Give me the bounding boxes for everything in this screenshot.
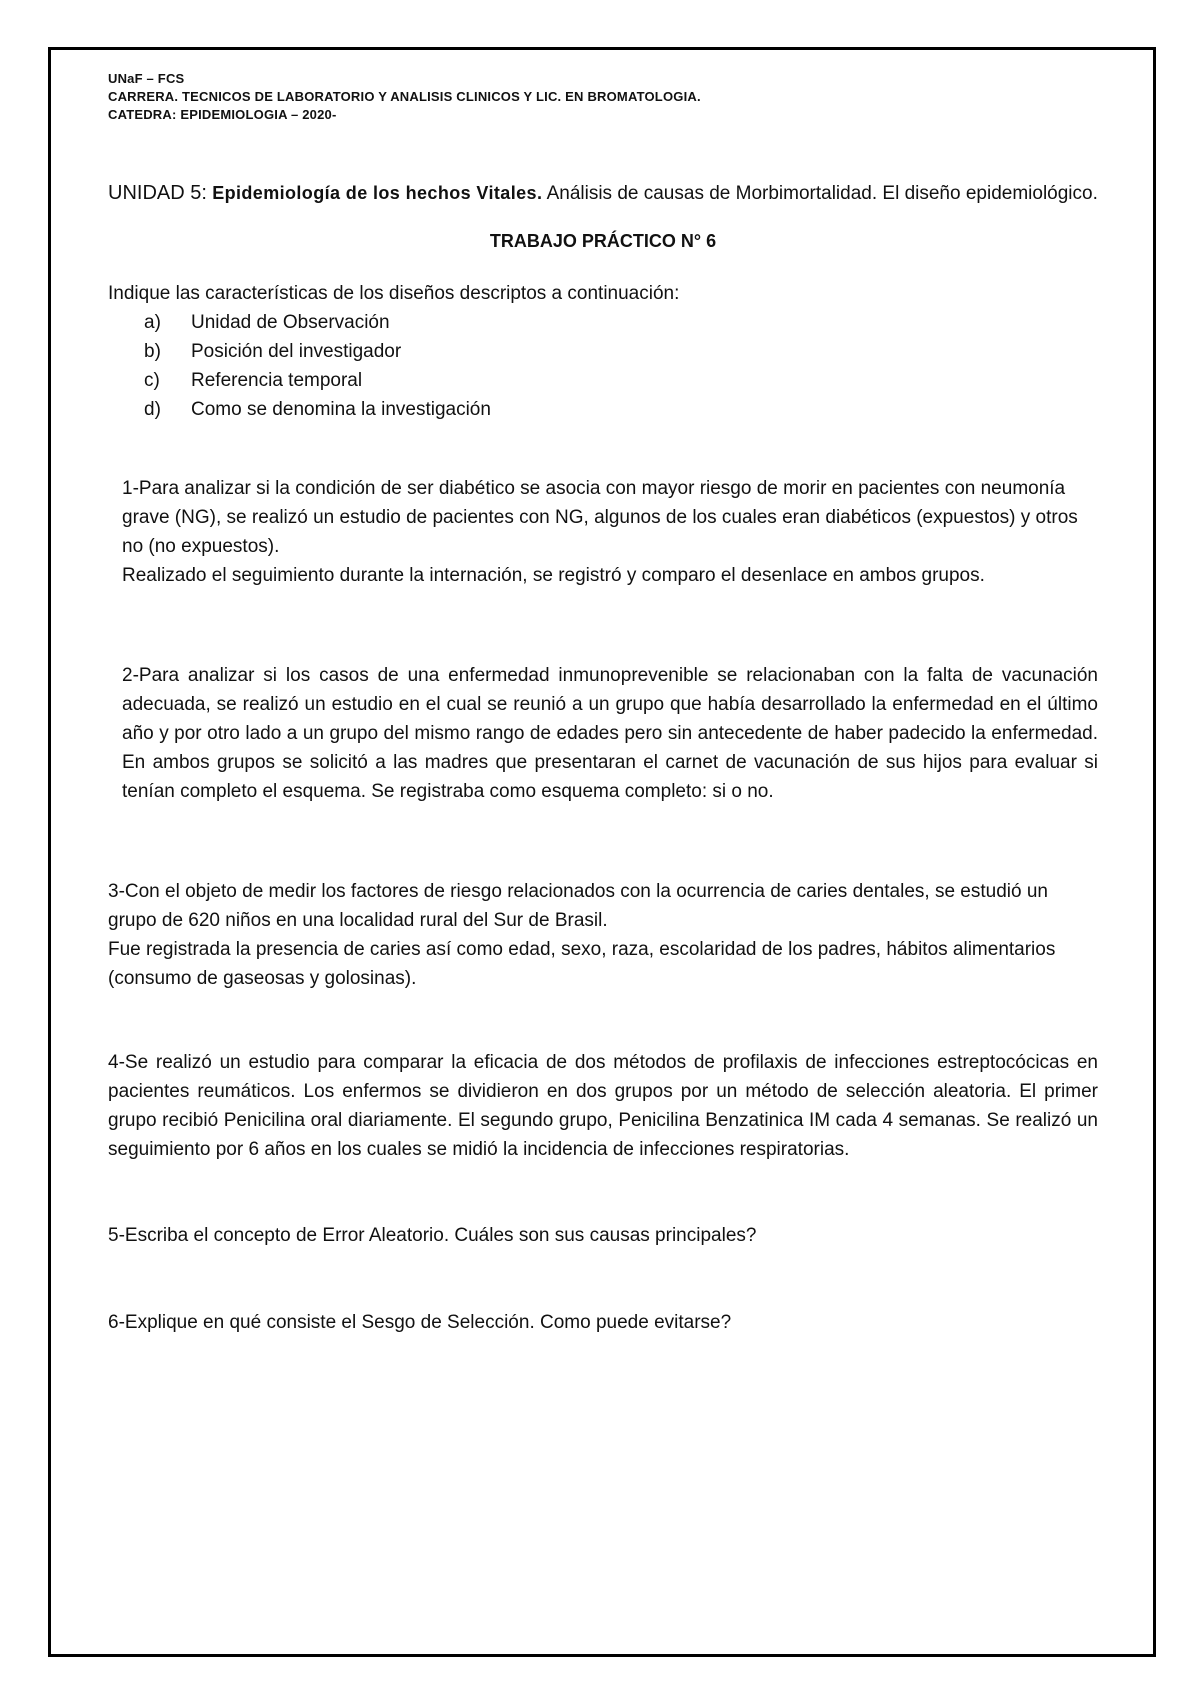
instructions: Indique las características de los diseños descriptos a continuación: [108,283,680,304]
unit-label: UNIDAD 5: [108,182,207,204]
exercise-4-paragraph-1: 4-Se realizó un estudio para comparar la eficacia de dos métodos de profilaxis de infecciones estreptocócicas en pacientes reumáticos. Los enfermos se dividieron en dos grupos por un método de selección aleatoria. El primer grupo recibió Penicilina oral diariamente. El segundo grupo, Penicilina Benzatinica IM cada 4 semanas. Se realizó un seguimiento por 6 años en los cuales se midió la incidencia de infecciones respiratorias. [108,1052,1098,1160]
header-chair: CATEDRA: EPIDEMIOLOGIA – 2020- [108,107,337,122]
document-body [108,70,1098,1337]
list-text: Como se denomina la investigación [191,399,491,420]
exercise-3-paragraph-1: 3-Con el objeto de medir los factores de riesgo relacionados con la ocurrencia de caries dentales, se estudió un grupo de 620 niños en una localidad rural del Sur de Brasil. [108,881,1048,931]
list-item [108,395,1098,424]
list-item [108,337,1098,366]
exercise-3-paragraph-2: Fue registrada la presencia de caries así como edad, sexo, raza, escolaridad de los padres, hábitos alimentarios (consumo de gaseosas y golosinas). [108,939,1056,989]
header-career: CARRERA. TECNICOS DE LABORATORIO Y ANALISIS CLINICOS Y LIC. EN BROMATOLOGIA. [108,89,701,104]
list-letter: c) [144,370,160,391]
exercise-6 [108,1308,1098,1337]
exercise-2 [108,661,1098,806]
list-text: Unidad de Observación [191,312,390,333]
exercise-1-paragraph-1: 1-Para analizar si la condición de ser diabético se asocia con mayor riesgo de morir en pacientes con neumonía grave (NG), se realizó un estudio de pacientes con NG, algunos de los cuales eran diabéticos (expuestos) y otros no (no expuestos). [122,478,1078,557]
exercise-5 [108,1221,1098,1250]
page-title: TRABAJO PRÁCTICO N° 6 [489,231,717,251]
list-item [108,366,1098,395]
list-item [108,308,1098,337]
unit-heading [108,176,1098,211]
exercise-6-paragraph-1: 6-Explique en qué consiste el Sesgo de Selección. Como puede evitarse? [108,1312,732,1333]
criteria-list [108,308,1098,424]
exercise-1 [108,474,1098,590]
exercise-5-paragraph-1: 5-Escriba el concepto de Error Aleatorio. Cuáles son sus causas principales? [108,1225,757,1246]
list-letter: d) [144,399,161,420]
exercise-2-paragraph-1: 2-Para analizar si los casos de una enfermedad inmunoprevenible se relacionaban con la falta de vacunación adecuada, se realizó un estudio en el cual se reunió a un grupo que había desarrollado la enfermedad en el último año y por otro lado a un grupo del mismo rango de edades pero sin antecedente de haber padecido la enfermedad. En ambos grupos se solicitó a las madres que presentaran el carnet de vacunación de sus hijos para evaluar si tenían completo el esquema. Se registraba como esquema completo: si o no. [122,665,1098,802]
list-letter: a) [144,312,161,333]
list-text: Referencia temporal [191,370,363,391]
exercise-3 [108,877,1098,993]
unit-description: Análisis de causas de Morbimortalidad. El diseño epidemiológico. [546,183,1098,204]
list-letter: b) [144,341,161,362]
exercise-4 [108,1048,1098,1164]
header-institution: UNaF – FCS [108,71,185,86]
list-text: Posición del investigador [191,341,402,362]
exercise-1-paragraph-2: Realizado el seguimiento durante la internación, se registró y comparo el desenlace en ambos grupos. [122,565,985,586]
unit-bold-title: Epidemiología de los hechos Vitales. [212,183,543,203]
